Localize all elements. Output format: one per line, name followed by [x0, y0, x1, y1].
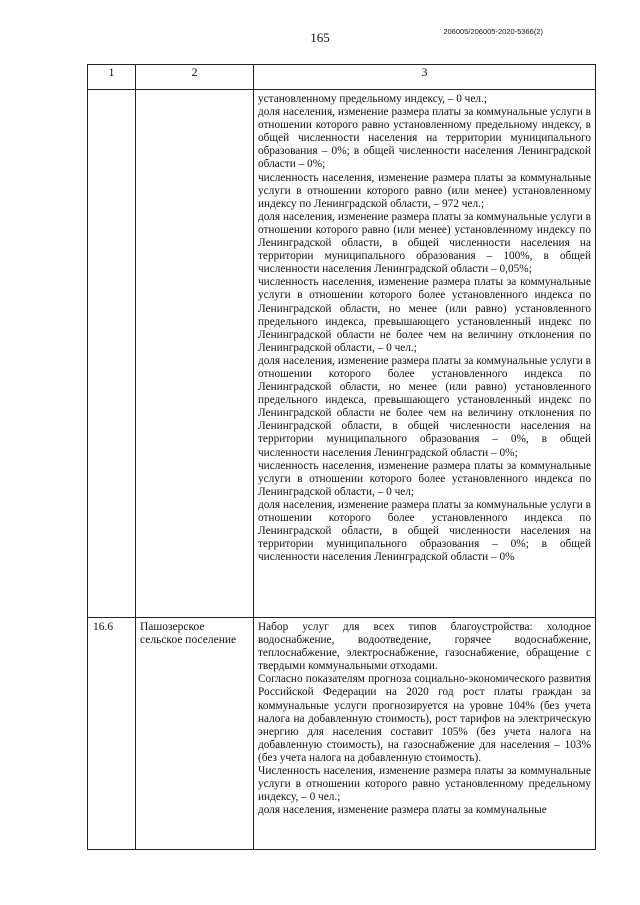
- paragraph: Набор услуг для всех типов благоустройства: холодное водоснабжение, водоотведение, горячее водоснабжение, теплоснабжение, электроснабжение, газоснабжение, обращение с твердыми коммунальными отходами.: [258, 621, 591, 673]
- row-number-cell: [88, 90, 136, 618]
- paragraph: численность населения, изменение размера платы за коммунальные услуги в отношении которого равно (или менее) установленному индексу по Ленинградской области, – 972 чел.;: [258, 171, 591, 210]
- paragraph: доля населения, изменение размера платы за коммунальные услуги в отношении которого более установленного индекса по Ленинградской области, но менее (или равно) установленного предельного индекса, превышающего установленный индекс по Ленинградской области не более чем на величину отклонения по Ленинградской области, в общей численности населения на территории муниципального образования – 0%, в общей численности населения Ленинградской области – 0%;: [258, 354, 591, 459]
- page-number: 165: [310, 30, 330, 45]
- table-row: [88, 90, 596, 618]
- paragraph: Численность населения, изменение размера платы за коммунальные услуги в отношении которого равно установленному предельному индексу, – 0 чел.;: [258, 765, 591, 804]
- description-cell: [254, 90, 596, 618]
- paragraph: доля населения, изменение размера платы за коммунальные услуги в отношении которого равно установленному предельному индексу, в общей численности населения на территории муниципального образования – 0%; в общей численности населения Ленинградской области – 0%;: [258, 106, 591, 171]
- header-col-1: 1: [88, 65, 136, 90]
- paragraph: численность населения, изменение размера платы за коммунальные услуги в отношении которого более установленного индекса по Ленинградской области, но менее (или равно) установленного предельного индекса, превышающего установленный индекс по Ленинградской области не более чем на величину отклонения по Ленинградской области, – 0 чел.;: [258, 276, 591, 354]
- data-table: [87, 64, 596, 850]
- paragraph: численность населения, изменение размера платы за коммунальные услуги в отношении которого более установленного индекса по Ленинградской области, – 0 чел;: [258, 459, 591, 498]
- paragraph: доля населения, изменение размера платы за коммунальные: [258, 804, 547, 817]
- paragraph: доля населения, изменение размера платы за коммунальные услуги в отношении которого более установленного индекса по Ленинградской области, в общей численности населения на территории муниципального образования – 0%; в общей численности населения Ленинградской области – 0%: [258, 498, 591, 564]
- description-cell: [254, 618, 596, 850]
- paragraph: установленному предельному индексу, – 0 чел.;: [258, 93, 487, 105]
- paragraph: доля населения, изменение размера платы за коммунальные услуги в отношении которого равно (или менее) установленному индексу по Ленинградской области, в общей численности населения на территории муниципального образования – 100%, в общей численности населения Ленинградской области – 0,05%;: [258, 210, 591, 276]
- row-number-cell: 16.6: [88, 618, 136, 850]
- header-col-3: 3: [254, 65, 596, 90]
- header-col-2: 2: [136, 65, 254, 90]
- table-header-row: [88, 65, 596, 90]
- document-code: 206005/206005-2020-5366(2): [443, 27, 543, 36]
- settlement-name-cell: [136, 90, 254, 618]
- paragraph: Согласно показателям прогноза социально-экономического развития Российской Федерации на 2020 год рост платы граждан за коммунальные услуги прогнозируется на уровне 104% (без учета налога на добавленную стоимость), рост тарифов на электрическую энергию для населения составит 105% (без учета налога на добавленную стоимость), на газоснабжение для населения – 103% (без учета налога на добавленную стоимость).: [258, 673, 591, 764]
- table-row: [88, 618, 596, 850]
- settlement-name-cell: Пашозерское сельское поселение: [136, 618, 254, 850]
